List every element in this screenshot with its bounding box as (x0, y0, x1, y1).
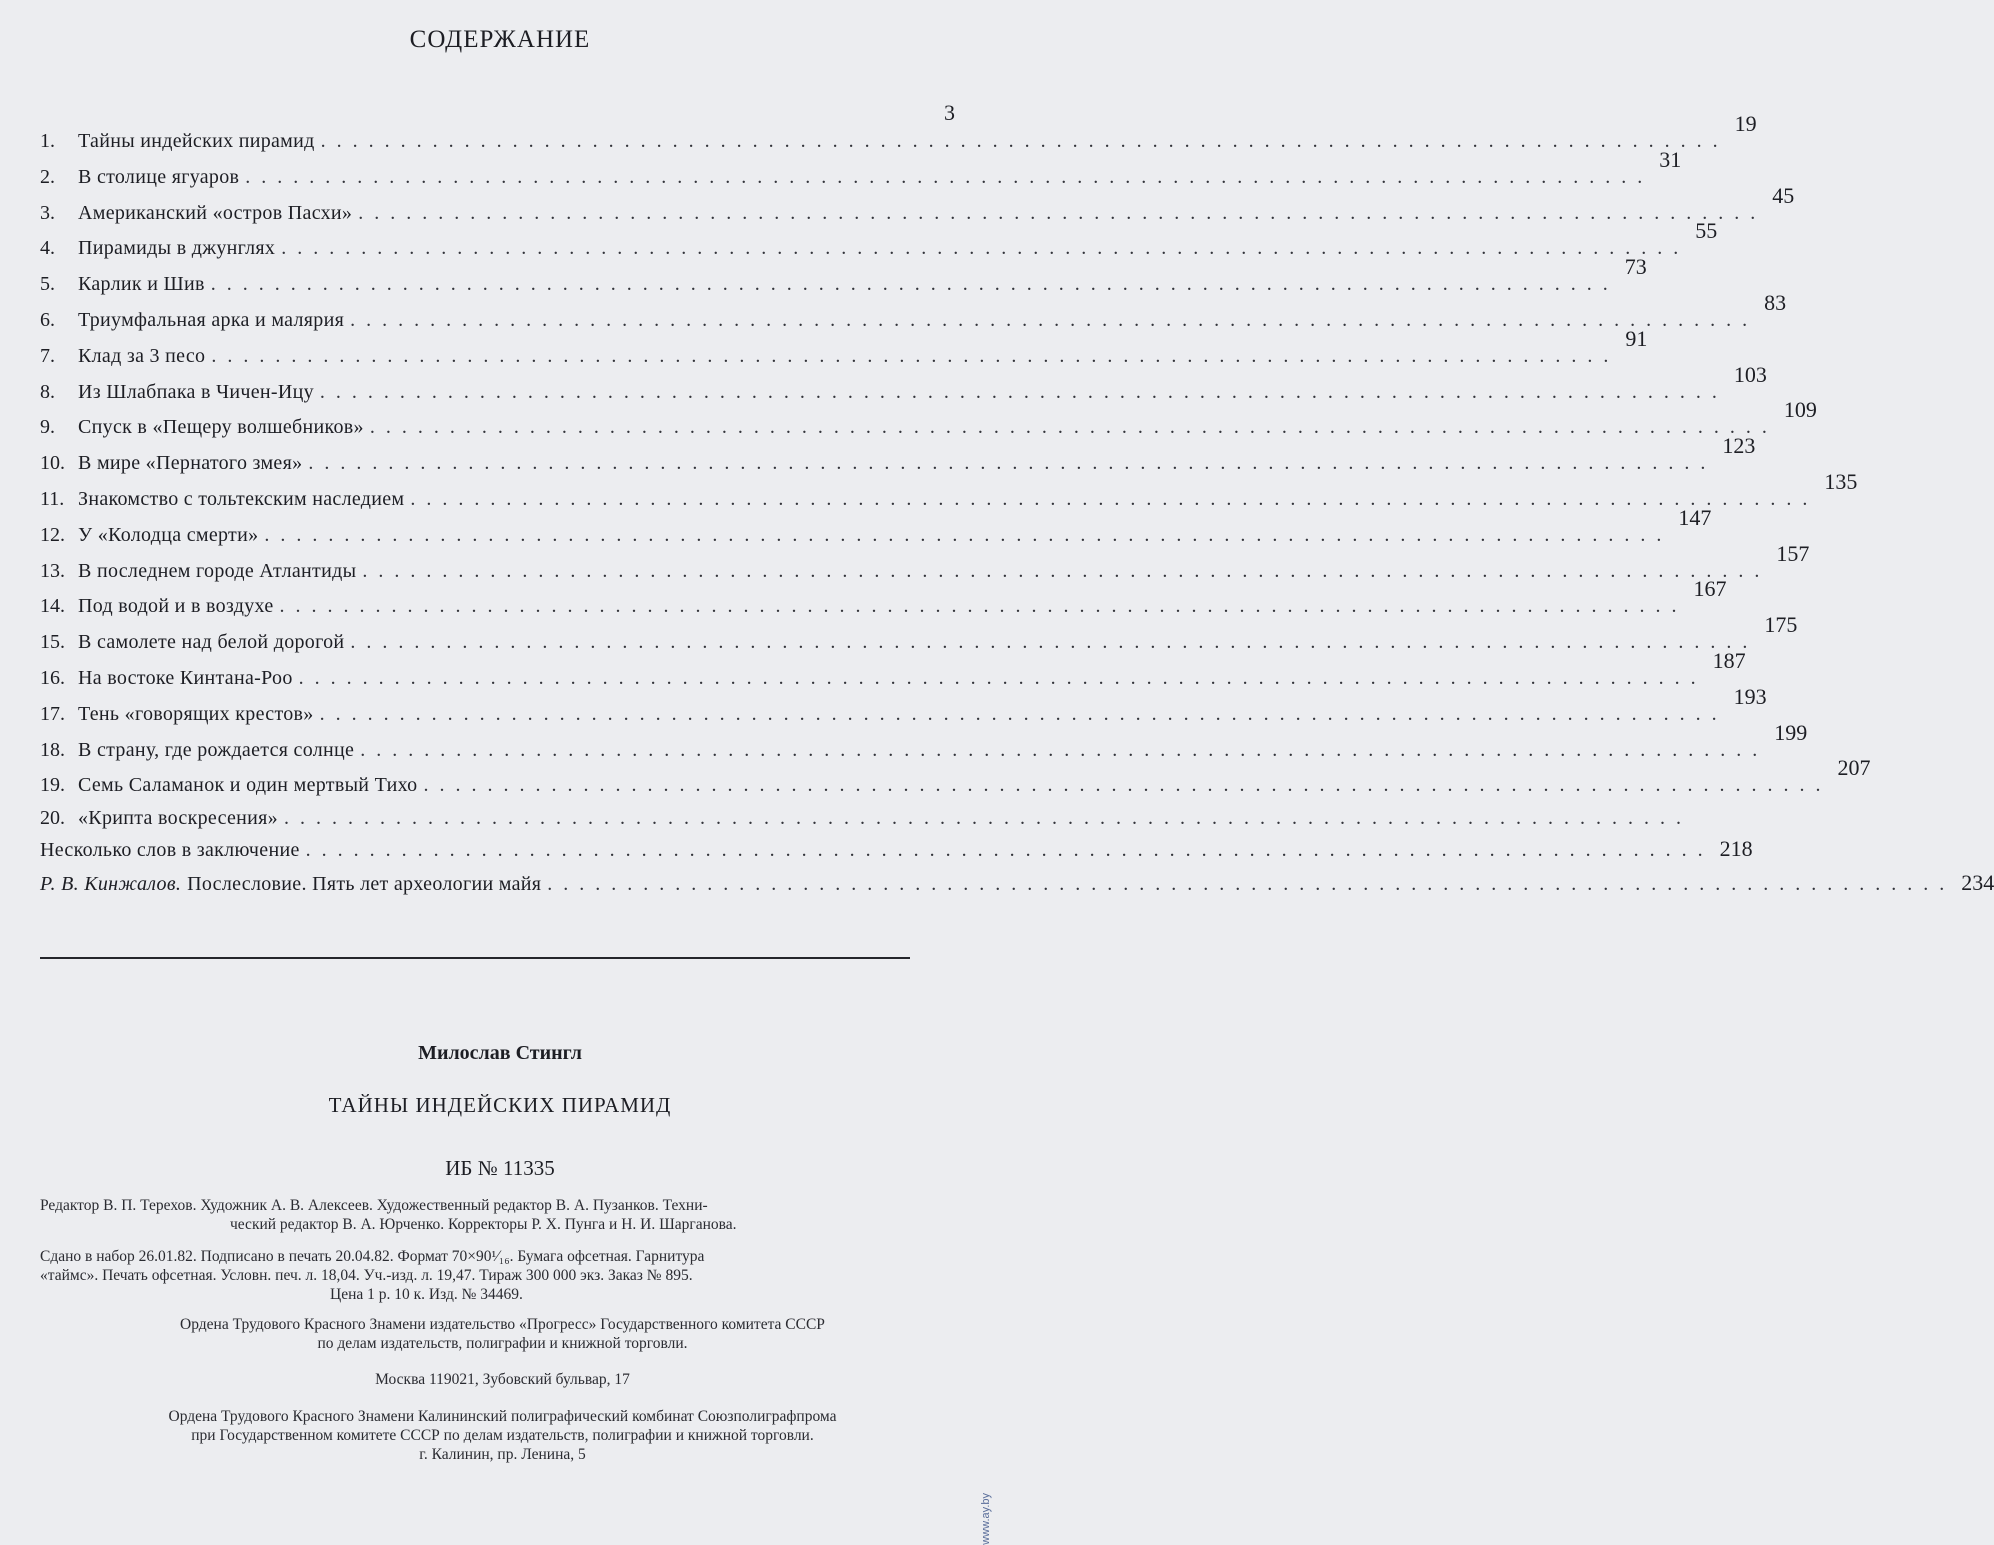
watermark: www.ay.by (980, 1493, 992, 1545)
toc-leader-dots: ........................................................................................ (320, 130, 1729, 152)
toc-title: Пирамиды в джунглях (78, 237, 276, 260)
publisher-address: Москва 119021, Зубовский бульвар, 17 (375, 1371, 630, 1388)
toc-page-number: 45 (1772, 182, 1795, 208)
printer-info (40, 1407, 965, 1464)
toc-leader-dots: ........................................................................................ (319, 702, 1728, 725)
toc-title: В мире «Пернатого змея» (78, 452, 303, 475)
toc-leader-dots: ........................................................................................ (410, 488, 1819, 510)
printer-line: Ордена Трудового Красного Знамени Калининский полиграфический комбинат Союзполиграфпрома (168, 1408, 837, 1425)
toc-page-number: 83 (1764, 290, 1787, 315)
toc-title: Из Шлабпака в Чичен-Ицу (78, 380, 314, 403)
toc-page-number: 147 (1678, 504, 1712, 530)
toc-title: Тайны индейских пирамид (78, 130, 315, 152)
toc-title: На востоке Кинтана-Роо (78, 667, 293, 689)
toc-leader-dots: ........................................................................................ (211, 344, 1620, 367)
toc-page-number: 103 (1733, 361, 1767, 387)
toc-title: Знакомство с тольтекским наследием (78, 488, 405, 510)
toc-chapter-number: 7. (40, 344, 55, 367)
imprint-line: «таймс». Печать офсетная. Условн. печ. л. 18,04. Уч.-изд. л. 19,47. Тираж 300 000 экз. Заказ № 895. (40, 1267, 693, 1284)
toc-title: Американский «остров Пасхи» (78, 201, 353, 224)
toc-row (40, 683, 1767, 736)
toc-title: В самолете над белой дорогой (78, 631, 345, 654)
toc-leader-dots: ........................................................................................ (362, 559, 1771, 582)
toc-leader-dots: ........................................................................................ (308, 452, 1717, 475)
toc-row (40, 361, 1767, 414)
toc-row (40, 325, 1648, 378)
toc-afterword-row (40, 870, 1994, 906)
publisher-line: по делам издательств, полиграфии и книжной торговли. (317, 1335, 688, 1352)
toc-title: Семь Саламанок и один мертвый Тихо (78, 774, 418, 797)
toc-chapter-number: 12. (40, 523, 65, 546)
toc-title: В последнем городе Атлантиды (78, 559, 357, 582)
toc-chapter-number: 18. (40, 738, 65, 761)
toc-leader-dots: ........................................................................................ (319, 380, 1728, 403)
toc-page-number: 157 (1776, 540, 1810, 566)
toc-leader-dots: ........................................................................................ (369, 416, 1778, 439)
imprint-price-line: Цена 1 р. 10 к. Изд. № 34469. (330, 1286, 523, 1303)
toc-chapter-number: 14. (40, 595, 65, 618)
toc-leader-dots: ........................................................................................ (264, 523, 1673, 546)
toc-row (40, 576, 1727, 628)
toc-leader-dots: ........................................................................................ (298, 667, 1707, 689)
toc-page-number: 109 (1783, 397, 1817, 423)
divider-rule (40, 957, 910, 959)
printer-line: при Государственном комитете СССР по делам издательств, полиграфии и книжной торговли. (191, 1427, 814, 1444)
toc-row (40, 433, 1756, 485)
credits-line: ческий редактор В. А. Юрченко. Корректоры Р. Х. Пунга и Н. И. Шарганова. (230, 1216, 737, 1233)
print-imprint (40, 1247, 965, 1304)
toc-page-number: 55 (1695, 218, 1718, 244)
toc-page-number: 199 (1774, 719, 1808, 745)
toc-leader-dots: ........................................................................................ (360, 738, 1769, 761)
toc-page-number: 135 (1824, 469, 1858, 494)
toc-chapter-number: 8. (40, 380, 55, 403)
toc-page-number: 31 (1659, 146, 1682, 172)
toc-chapter-number: 1. (40, 130, 55, 152)
toc-leader-dots: ........................................................................................ (350, 631, 1759, 654)
book-title: ТАЙНЫ ИНДЕЙСКИХ ПИРАМИД (328, 1093, 672, 1117)
toc-page-number: 73 (1624, 254, 1647, 280)
toc-title: Под водой и в воздухе (78, 595, 274, 618)
toc-leader-dots: ........................................................................................ (283, 807, 1692, 830)
toc-leader-dots: ........................................................................................ (245, 165, 1654, 188)
contents-heading: СОДЕРЖАНИЕ (409, 26, 591, 53)
toc-chapter-number: 4. (40, 237, 55, 260)
toc-title: «Крипта воскресения» (78, 807, 278, 830)
toc-page-number: 175 (1764, 612, 1798, 638)
toc-title: В страну, где рождается солнце (78, 738, 355, 761)
toc-chapter-number: 9. (40, 416, 55, 439)
toc-title: Карлик и Шив (78, 273, 205, 296)
editorial-credits (40, 1196, 965, 1234)
publisher-line: Ордена Трудового Красного Знамени издательство «Прогресс» Государственного комитета СССР (180, 1316, 825, 1333)
toc-chapter-number: 20. (40, 807, 65, 830)
toc-row (40, 146, 1682, 199)
toc-leader-dots: ........................................................................................ (281, 237, 1690, 260)
afterword-author: Р. В. Кинжалов. (40, 873, 182, 895)
toc-intro-page: 3 (944, 100, 955, 125)
toc-chapter-number: 6. (40, 309, 55, 331)
toc-chapter-number: 15. (40, 631, 65, 654)
toc-leader-dots: ........................................................................................ (358, 201, 1767, 224)
toc-chapter-number: 10. (40, 452, 65, 475)
toc-title: Спуск в «Пещеру волшебников» (78, 416, 364, 439)
toc-title: У «Колодца смерти» (78, 523, 259, 546)
toc-page-number: 187 (1712, 648, 1746, 673)
toc-leader-dots: ........................................................................................ (547, 873, 1956, 895)
credits-line: Редактор В. П. Терехов. Художник А. В. Алексеев. Художественный редактор В. А. Пузанков. Техни- (40, 1197, 708, 1214)
toc-chapter-number: 19. (40, 774, 65, 797)
toc-page-number: 19 (1734, 111, 1757, 136)
toc-leader-dots: ........................................................................................ (423, 774, 1832, 797)
toc-page-number: 218 (1719, 836, 1753, 861)
toc-title: Тень «говорящих крестов» (78, 702, 314, 725)
toc-leader-dots: ........................................................................................ (305, 839, 1714, 861)
toc-chapter-number: 16. (40, 667, 65, 689)
toc-page-number: 193 (1733, 683, 1767, 709)
toc-leader-dots: ........................................................................................ (210, 273, 1619, 296)
ib-number: ИБ № 11335 (445, 1156, 555, 1180)
toc-chapter-number: 5. (40, 273, 55, 296)
toc-page-number: 91 (1625, 325, 1648, 351)
toc-chapter-number: 3. (40, 201, 55, 224)
toc-page-number: 167 (1693, 576, 1727, 602)
toc-chapter-number: 2. (40, 165, 55, 188)
toc-title: Послесловие. Пять лет археологии майя (187, 873, 542, 895)
book-author: Милослав Стингл (418, 1042, 582, 1064)
toc-chapter-number: 17. (40, 702, 65, 725)
toc-title: В столице ягуаров (78, 165, 240, 188)
toc-row (40, 719, 1808, 772)
toc-page-number: 234 (1961, 870, 1994, 895)
toc-conclusion-row (40, 836, 1753, 872)
publisher-info (40, 1315, 965, 1353)
toc-title: Клад за 3 песо (78, 344, 206, 367)
toc-page-number: 207 (1837, 755, 1871, 781)
toc-chapter-number: 13. (40, 559, 65, 582)
printer-line: г. Калинин, пр. Ленина, 5 (419, 1446, 586, 1463)
toc-row (40, 254, 1647, 306)
imprint-line: Сдано в набор 26.01.82. Подписано в печать 20.04.82. Формат 70×90¹⁄₁₆. Бумага офсетная. Гарнитура (40, 1248, 705, 1265)
toc-leader-dots: ........................................................................................ (279, 595, 1688, 618)
toc-row (40, 648, 1746, 700)
toc-chapter-number: 11. (40, 488, 65, 510)
toc-title: Триумфальная арка и малярия (78, 309, 345, 331)
toc-title: Несколько слов в заключение (40, 839, 300, 861)
toc-page-number: 123 (1722, 433, 1756, 459)
toc-row (40, 755, 1871, 807)
toc-row (40, 504, 1712, 557)
toc-leader-dots: ........................................................................................ (350, 309, 1759, 331)
